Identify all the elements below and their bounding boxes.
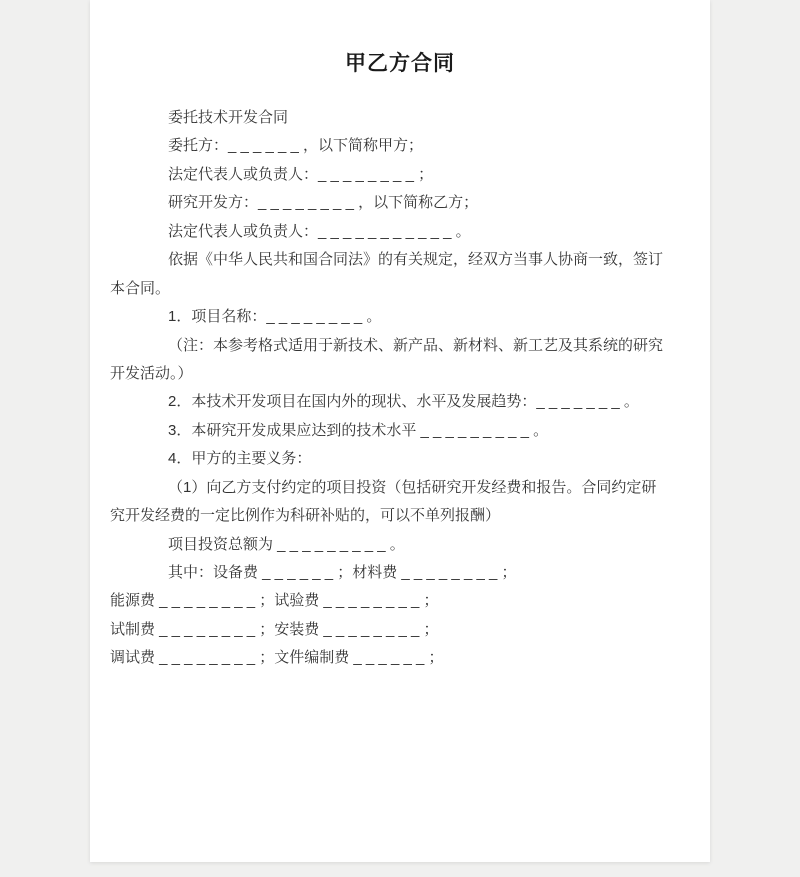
document-line: 法定代表人或负责人：_ _ _ _ _ _ _ _ _ _ _ 。 bbox=[168, 222, 471, 240]
document-page bbox=[90, 0, 710, 862]
document-body bbox=[110, 104, 690, 673]
document-line: 2．本技术开发项目在国内外的现状、水平及发展趋势：_ _ _ _ _ _ _ 。 bbox=[168, 393, 639, 411]
document-line: 3．本研究开发成果应达到的技术水平 _ _ _ _ _ _ _ _ _ 。 bbox=[168, 421, 549, 439]
document-line: 研究开发方：_ _ _ _ _ _ _ _ ，以下简称乙方； bbox=[168, 194, 479, 212]
document-line: 调试费 _ _ _ _ _ _ _ _ ；文件编制费 _ _ _ _ _ _ ； bbox=[110, 649, 444, 667]
document-line: 究开发经费的一定比例作为科研补贴的，可以不单列报酬） bbox=[110, 507, 501, 525]
document-line: 法定代表人或负责人：_ _ _ _ _ _ _ _ ； bbox=[168, 165, 434, 183]
document-line: 委托方：_ _ _ _ _ _ ，以下简称甲方； bbox=[168, 137, 424, 155]
document-line: 项目投资总额为 _ _ _ _ _ _ _ _ _ 。 bbox=[168, 535, 405, 553]
document-line: 4．甲方的主要义务： bbox=[168, 450, 312, 468]
document-line: （注：本参考格式适用于新技术、新产品、新材料、新工艺及其系统的研究 bbox=[168, 336, 664, 354]
document-title: 甲乙方合同 bbox=[345, 52, 455, 75]
document-line: 试制费 _ _ _ _ _ _ _ _ ；安装费 _ _ _ _ _ _ _ _ ； bbox=[110, 620, 439, 638]
document-line: 委托技术开发合同 bbox=[168, 109, 289, 126]
document-line: 能源费 _ _ _ _ _ _ _ _ ；试验费 _ _ _ _ _ _ _ _ ； bbox=[110, 592, 439, 610]
document-line: 其中：设备费 _ _ _ _ _ _ ；材料费 _ _ _ _ _ _ _ _ ； bbox=[168, 564, 517, 581]
document-line: 开发活动。） bbox=[110, 364, 193, 382]
document-line: 本合同。 bbox=[110, 279, 171, 297]
document-line: 依据《中华人民共和国合同法》的有关规定，经双方当事人协商一致，签订 bbox=[168, 251, 664, 269]
document-line: （1）向乙方支付约定的项目投资（包括研究开发经费和报告。合同约定研 bbox=[168, 478, 657, 496]
document-line: 1．项目名称：_ _ _ _ _ _ _ _ 。 bbox=[168, 308, 382, 326]
